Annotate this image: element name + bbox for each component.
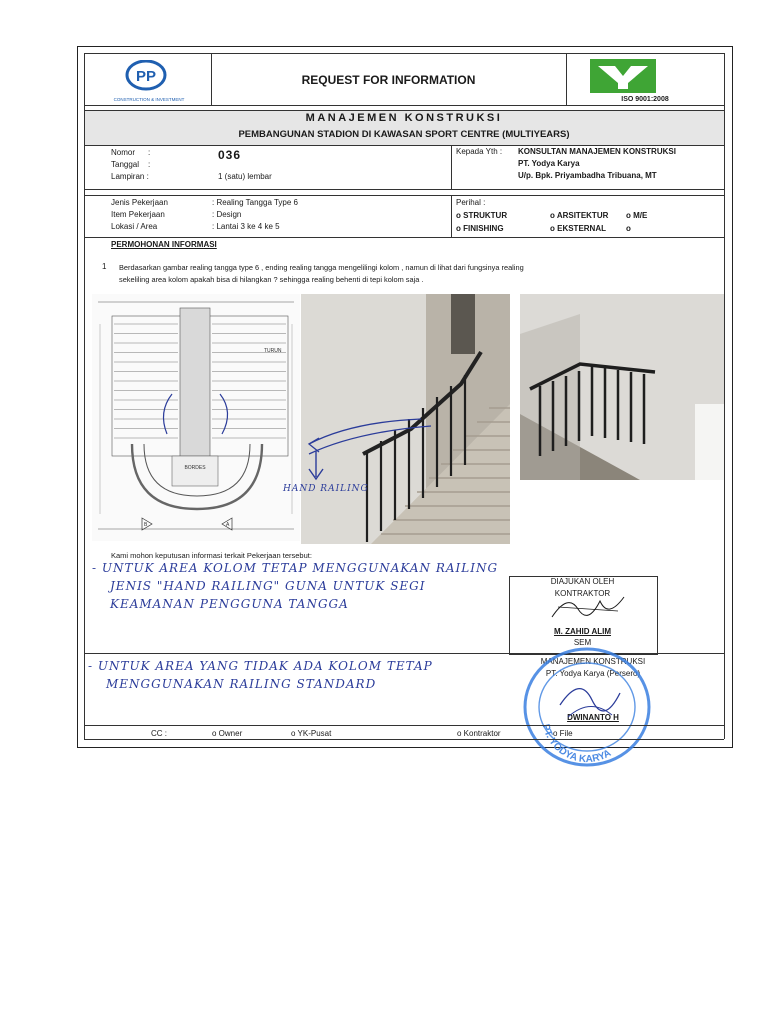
stair-photo-2 [520,294,724,480]
stair-plan-drawing [92,294,300,541]
lokasi-label: Lokasi / Area [111,222,158,231]
divider [84,189,724,190]
pp-logo-text: PP [135,68,157,85]
item-value: : Design [212,210,242,219]
rfi-form [77,46,733,766]
lokasi-value: : Lantai 3 ke 4 ke 5 [212,222,280,231]
option-eksternal[interactable]: o EKSTERNAL [550,224,606,233]
decision-prompt: Kami mohon keputusan informasi terkait Pekerjaan tersebut: [111,551,312,560]
mk-company: PT. Yodya Karya (Persero) [545,669,641,678]
request-line-2: sekeliling area kolom apakah bisa di hilangkan ? sehingga realing behenti di tepi kolom saja . [119,275,424,284]
request-heading: PERMOHONAN INFORMASI [111,240,217,249]
request-number: 1 [102,262,107,271]
pp-logo [124,60,168,96]
divider [451,195,452,237]
arrow-down-icon [306,449,326,485]
divider [84,739,724,740]
divider [84,53,85,739]
kepada-line2: PT. Yodya Karya [518,159,580,168]
tanggal-colon: : [148,160,151,169]
bordes-label: BORDES [184,465,206,471]
kepada-label: Kepada Yth : [456,147,503,156]
handwritten-line-5: MENGGUNAKAN RAILING STANDARD [106,677,377,691]
hand-railing-annotation: HAND RAILING [283,484,369,494]
nomor-colon: : [148,148,151,157]
kontraktor-role: SEM [573,638,592,647]
cc-label: CC : [151,729,167,738]
option-me[interactable]: o M/E [626,211,648,220]
cc-kontraktor[interactable]: o Kontraktor [457,729,501,738]
section-b-label: B [144,522,148,528]
divider [451,145,452,189]
kontraktor-name: M. ZAHID ALIM [553,627,612,636]
diajukan-label: DIAJUKAN OLEH [550,577,615,586]
lampiran-label: Lampiran : [111,172,149,181]
divider [84,195,724,196]
divider [84,725,724,726]
stamp-text: PT. YODYA KARYA [539,722,614,766]
cc-file[interactable]: o File [553,729,573,738]
request-line-1: Berdasarkan gambar realing tangga type 6 , ending realing tangga mengelilingi kolom , namun di lihat dari fungsinya realing [119,263,524,272]
lampiran-value: 1 (satu) lembar [218,172,272,181]
handwritten-line-2: JENIS "HAND RAILING" GUNA UNTUK SEGI [110,579,426,593]
perihal-label: Perihal : [456,198,486,207]
option-blank[interactable]: o [626,224,631,233]
jenis-label: Jenis Pekerjaan [111,198,168,207]
cc-owner[interactable]: o Owner [212,729,243,738]
mk-name: DWINANTO H [567,713,619,722]
handwritten-line-3: KEAMANAN PENGGUNA TANGGA [110,597,349,611]
nomor-label: Nomor [111,148,136,157]
divider [84,105,724,106]
cc-yk-pusat[interactable]: o YK-Pusat [291,729,332,738]
banner-title: MANAJEMEN KONSTRUKSI [305,112,503,124]
yk-logo-icon [590,59,656,93]
mk-title: MANAJEMEN KONSTRUKSI [540,657,646,666]
divider [84,53,724,54]
turun-label: TURUN [264,348,282,354]
svg-text:PT. YODYA KARYA [540,723,613,765]
kepada-line1: KONSULTAN MANAJEMEN KONSTRUKSI [518,147,676,156]
iso-label: ISO 9001:2008 [621,96,669,103]
divider [84,110,724,111]
pp-logo-subtitle: CONSTRUCTION & INVESTMENT [113,97,185,102]
item-label: Item Pekerjaan [111,210,165,219]
handwritten-line-4: - UNTUK AREA YANG TIDAK ADA KOLOM TETAP [88,659,433,673]
kontraktor-label: KONTRAKTOR [554,589,611,598]
stair-photo-1 [301,294,510,544]
divider [724,53,725,739]
option-arsitektur[interactable]: o ARSITEKTUR [550,211,609,220]
divider [84,237,724,238]
company-stamp [520,645,654,771]
divider [84,145,724,146]
option-struktur[interactable]: o STRUKTUR [456,211,508,220]
section-a-label: A [226,522,230,528]
banner-subtitle: PEMBANGUNAN STADION DI KAWASAN SPORT CENTRE (MULTIYEARS) [238,129,570,140]
page-title: REQUEST FOR INFORMATION [301,73,476,87]
nomor-value: 036 [218,148,242,162]
jenis-value: : Realing Tangga Type 6 [212,198,298,207]
tanggal-label: Tanggal [111,160,140,169]
kontraktor-signature [548,589,628,625]
handwritten-line-1: - UNTUK AREA KOLOM TETAP MENGGUNAKAN RAILING [92,561,499,575]
kepada-line3: U/p. Bpk. Priyambadha Tribuana, MT [518,171,657,180]
option-finishing[interactable]: o FINISHING [456,224,504,233]
